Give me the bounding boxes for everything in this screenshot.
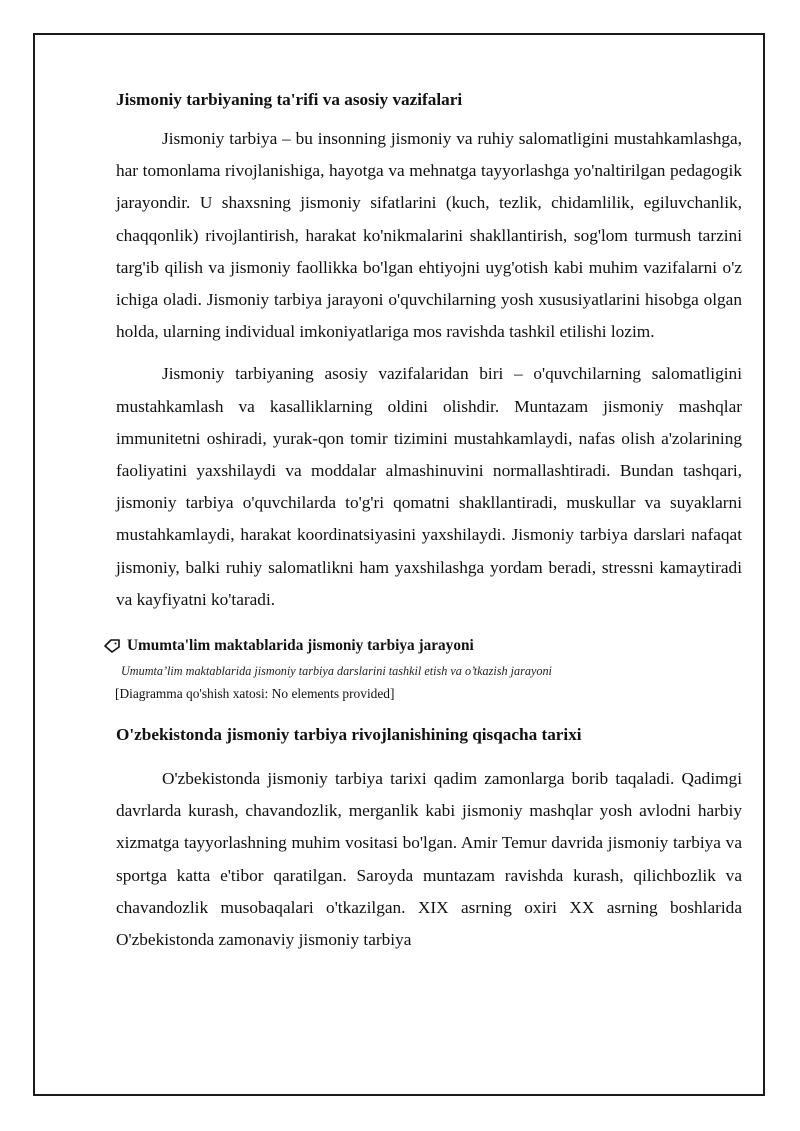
diagram-error-message: [Diagramma qo'shish xatosi: No elements provided] (115, 686, 395, 702)
section-heading: Jismoniy tarbiyaning ta'rifi va asosiy vazifalari (116, 90, 463, 109)
diagram-title: Umumta'lim maktablarida jismoniy tarbiya jarayoni (127, 637, 474, 655)
document-body (116, 82, 742, 956)
diagram-subtitle: Umumta’lim maktablarida jismoniy tarbiya darslarini tashkil etish va o’tkazish jarayoni (121, 664, 552, 679)
body-paragraph: O'zbekistonda jismoniy tarbiya tarixi qadim zamonlarga borib taqaladi. Qadimgi davrlarda kurash, chavandozlik, merganlik kabi jismoniy mashqlar yosh avlodni harbiy xizmatga tayyorlashning muhim vositasi bo'lgan. Amir Temur davrida jismoniy tarbiya va sportga katta e'tibor qaratilgan. Saroyda muntazam ravishda kurash, qilichbozlik va chavandozlik musobaqalari o'tkazilgan. XIX asrning oxiri XX asrning boshlarida O'zbekistonda zamonaviy jismoniy tarbiya (116, 769, 742, 950)
body-paragraph: Jismoniy tarbiyaning asosiy vazifalaridan biri – o'quvchilarning salomatligini mustahkamlash va kasalliklarning oldini olishdir. Muntazam jismoniy mashqlar immunitetni oshiradi, yurak-qon tomir tizimini mustahkamlaydi, nafas olish a'zolarining faoliyatini yaxshilaydi va moddalar almashinuvini normallashtiradi. Bundan tashqari, jismoniy tarbiya o'quvchilarda to'g'ri qomatni shakllantiradi, muskullar va suyaklarni mustahkamlaydi, harakat koordinatsiyasini yaxshilaydi. Jismoniy tarbiya darslari nafaqat jismoniy, balki ruhiy salomatlikni ham yaxshilashga yordam beradi, stressni kamaytiradi va kayfiyatni ko'taradi. (116, 364, 742, 609)
diamond-icon (103, 638, 121, 654)
section-heading: O'zbekistonda jismoniy tarbiya rivojlanishining qisqacha tarixi (116, 725, 582, 745)
diagram-title-row (103, 636, 742, 656)
diagram-block (116, 636, 742, 703)
body-paragraph: Jismoniy tarbiya – bu insonning jismoniy va ruhiy salomatligini mustahkamlashga, har tomonlama rivojlanishiga, hayotga va mehnatga tayyorlashga yo'naltirilgan pedagogik jarayondir. U shaxsning jismoniy sifatlarini (kuch, tezlik, chidamlilik, egiluvchanlik, chaqqonlik) rivojlantirish, harakat ko'nikmalarini shakllantirish, sog'lom turmush tarzini targ'ib qilish va jismoniy faollikka bo'lgan ehtiyojni uyg'otish kabi muhim vazifalarni o'z ichiga oladi. Jismoniy tarbiya jarayoni o'quvchilarning yosh xususiyatlarini hisobga olgan holda, ularning individual imkoniyatlariga mos ravishda tashkil etilishi lozim. (116, 129, 742, 342)
